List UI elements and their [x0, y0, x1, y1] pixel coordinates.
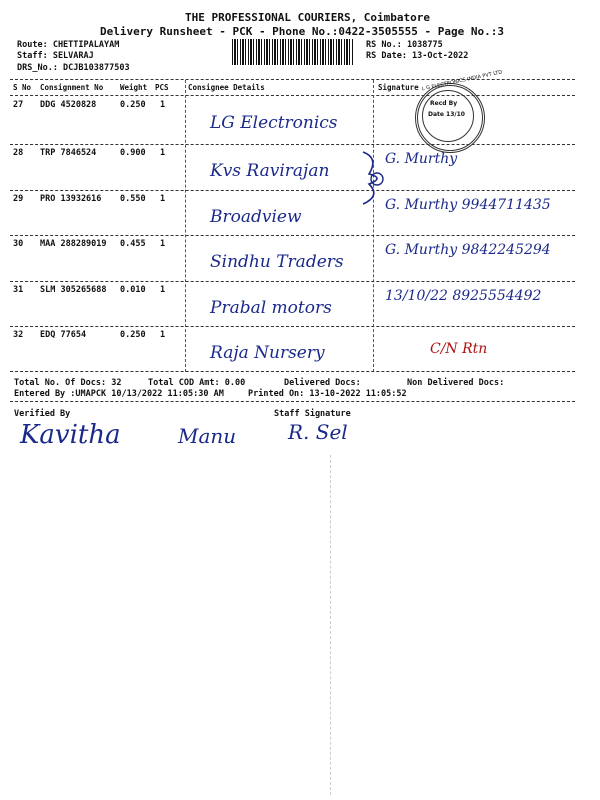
row-signature: G. Murthy: [385, 151, 458, 167]
row-pcs: 1: [160, 148, 166, 158]
staff-label: Staff: SELVARAJ: [17, 51, 94, 61]
verifier-signature: Kavitha: [20, 420, 121, 450]
row-sno: 30: [13, 239, 24, 249]
stamp-ring-text: L G ELECTRONICS INDIA PVT LTD: [421, 69, 503, 93]
table-row: [10, 236, 575, 283]
non-delivered-docs: Non Delivered Docs:: [407, 378, 505, 388]
col-consignment: Consignment No: [40, 83, 104, 92]
col-pcs: PCS: [155, 83, 169, 92]
row-consignment-no: TRP 7846524: [40, 148, 97, 158]
row-weight: 0.010: [120, 285, 146, 295]
row-consignee: Raja Nursery: [210, 343, 325, 363]
entered-by: Entered By :UMAPCK 10/13/2022 11:05:30 AM: [14, 389, 224, 399]
table-header-rule: [10, 95, 575, 96]
row-pcs: 1: [160, 194, 166, 204]
fold-line: [330, 455, 331, 795]
runsheet-title: Delivery Runsheet - PCK - Phone No.:0422-3505555 - Page No.:3: [100, 25, 504, 38]
row-consignee: Kvs Ravirajan: [210, 161, 330, 181]
col-consignee: Consignee Details: [188, 83, 265, 92]
col-sno: S No: [13, 83, 32, 92]
row-signature: 13/10/22 8925554492: [385, 288, 542, 304]
row-pcs: 1: [160, 100, 166, 110]
row-pcs: 1: [160, 330, 166, 340]
drs-number: DRS_No.: DCJB103877503: [17, 63, 130, 73]
route-label: Route: CHETTIPALAYAM: [17, 40, 120, 50]
row-sno: 31: [13, 285, 24, 295]
row-sno: 29: [13, 194, 24, 204]
table-row: [10, 327, 575, 374]
company-title: THE PROFESSIONAL COURIERS, Coimbatore: [185, 11, 431, 24]
row-consignment-no: EDQ 77654: [40, 330, 87, 340]
row-sno: 28: [13, 148, 24, 158]
row-weight: 0.250: [120, 330, 146, 340]
row-consignee: Broadview: [210, 207, 302, 227]
table-row: [10, 282, 575, 329]
row-consignment-no: DDG 4520828: [40, 100, 97, 110]
verified-by-label: Verified By: [14, 409, 71, 419]
footer-rule: [10, 401, 575, 402]
rs-date: RS Date: 13-Oct-2022: [366, 51, 469, 61]
row-pcs: 1: [160, 239, 166, 249]
brace-mark: [355, 148, 395, 208]
company-stamp: [415, 69, 503, 153]
stamp-received: Recd By: [430, 100, 458, 107]
row-weight: 0.455: [120, 239, 146, 249]
staff-signature: R. Sel: [288, 420, 348, 444]
row-consignee: Prabal motors: [210, 298, 332, 318]
row-pcs: 1: [160, 285, 166, 295]
col-weight: Weight: [120, 83, 148, 92]
row-weight: 0.250: [120, 100, 146, 110]
rs-number: RS No.: 1038775: [366, 40, 443, 50]
printed-on: Printed On: 13-10-2022 11:05:52: [248, 389, 407, 399]
total-cod: Total COD Amt: 0.00: [148, 378, 246, 388]
second-signature: Manu: [178, 424, 237, 448]
row-consignee: LG Electronics: [210, 113, 338, 133]
delivered-docs: Delivered Docs:: [284, 378, 361, 388]
table-row: [10, 97, 575, 144]
row-consignee: Sindhu Traders: [210, 252, 344, 272]
stamp-date: Date 13/10: [428, 111, 465, 118]
row-signature: C/N Rtn: [430, 341, 488, 357]
row-signature: G. Murthy 9944711435: [385, 197, 551, 213]
row-sno: 27: [13, 100, 24, 110]
staff-signature-label: Staff Signature: [274, 409, 351, 419]
table-top-rule: [10, 79, 575, 80]
total-docs: Total No. Of Docs: 32: [14, 378, 122, 388]
row-consignment-no: SLM 305265688: [40, 285, 107, 295]
table-row: [10, 145, 575, 192]
row-consignment-no: MAA 288289019: [40, 239, 107, 249]
row-signature: G. Murthy 9842245294: [385, 242, 551, 258]
row-weight: 0.550: [120, 194, 146, 204]
row-consignment-no: PRO 13932616: [40, 194, 102, 204]
table-row: [10, 191, 575, 238]
barcode: [232, 39, 354, 65]
table-bottom-rule: [10, 371, 575, 372]
row-weight: 0.900: [120, 148, 146, 158]
col-signature: Signature: [378, 83, 419, 92]
row-sno: 32: [13, 330, 24, 340]
